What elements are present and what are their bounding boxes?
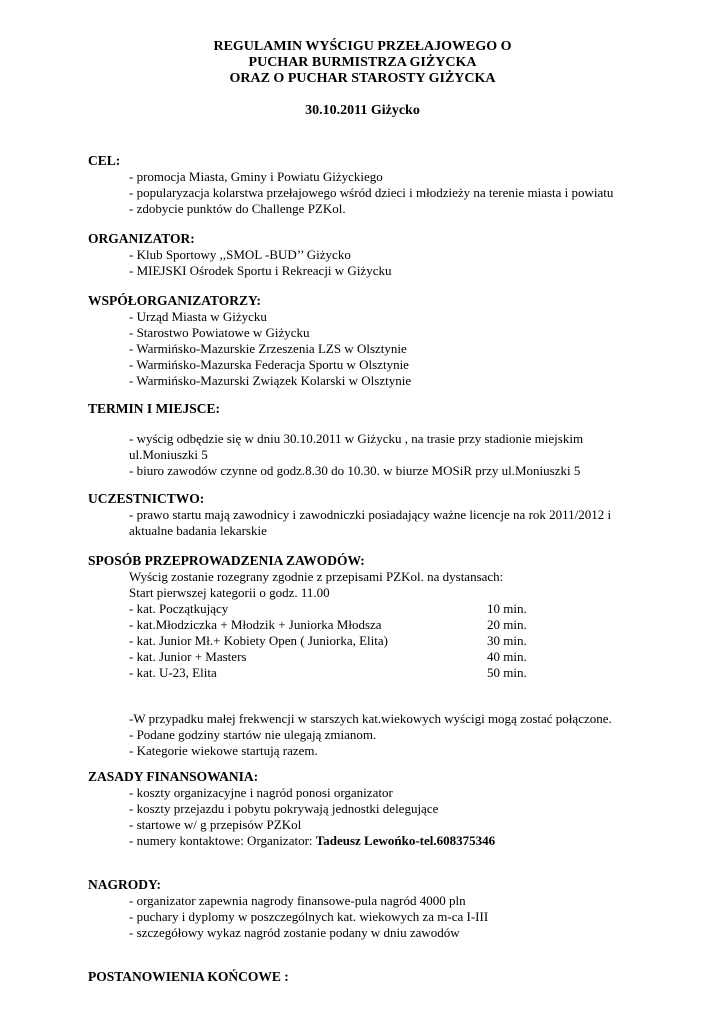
list-item: - MIEJSKI Ośrodek Sportu i Rekreacji w Giżycku <box>129 263 392 278</box>
event-date: 30.10.2011 Giżycko <box>305 103 420 118</box>
section-nagrody <box>88 877 648 941</box>
list-item: - prawo startu mają zawodnicy i zawodniczki posiadający ważne licencje na rok 2011/2012 i aktualne badania lekarskie <box>129 507 612 538</box>
section-heading: CEL: <box>88 153 121 168</box>
list-item: - szczegółowy wykaz nagród zostanie podany w dniu zawodów <box>129 925 460 940</box>
list-item: - startowe w/ g przepisów PZKol <box>129 817 302 832</box>
section-heading: ORGANIZATOR: <box>88 231 195 246</box>
section-heading: UCZESTNICTWO: <box>88 491 205 506</box>
list-item: - Warmińsko-Mazurski Związek Kolarski w Olsztynie <box>129 373 412 388</box>
contact-prefix: - numery kontaktowe: Organizator: <box>129 833 316 848</box>
section-heading: TERMIN I MIEJSCE: <box>88 401 221 416</box>
section-heading: NAGRODY: <box>88 877 162 892</box>
section-heading: SPOSÓB PRZEPROWADZENIA ZAWODÓW: <box>88 553 365 568</box>
list-item: - Warmińsko-Mazurskie Zrzeszenia LZS w Olsztynie <box>129 341 407 356</box>
category-name: - kat. Junior Mł.+ Kobiety Open ( Juniorka, Elita) <box>129 633 388 648</box>
category-duration: 10 min. <box>487 601 527 616</box>
list-item: - koszty organizacyjne i nagród ponosi organizator <box>129 785 393 800</box>
title-line-3: ORAZ O PUCHAR STAROSTY GIŻYCKA <box>229 71 496 86</box>
note-item: -W przypadku małej frekwencji w starszych kat.wiekowych wyścigi mogą zostać połączone. <box>129 711 612 726</box>
list-item: - popularyzacja kolarstwa przełajowego wśród dzieci i młodzieży na terenie miasta i powiatu <box>129 185 614 200</box>
section-uczestnictwo <box>88 491 648 539</box>
category-row <box>129 601 648 617</box>
intro-text: Start pierwszej kategorii o godz. 11.00 <box>129 585 330 600</box>
section-wspolorganizatorzy <box>88 293 648 389</box>
list-item: - puchary i dyplomy w poszczególnych kat. wiekowych za m-ca I-III <box>129 909 489 924</box>
category-duration: 20 min. <box>487 617 527 632</box>
category-name: - kat. Początkujący <box>129 601 229 616</box>
category-name: - kat.Młodziczka + Młodzik + Juniorka Młodsza <box>129 617 382 632</box>
category-row <box>129 649 648 665</box>
category-row <box>129 665 648 681</box>
section-heading: ZASADY FINANSOWANIA: <box>88 769 259 784</box>
contact-line <box>129 833 648 849</box>
category-name: - kat. U-23, Elita <box>129 665 217 680</box>
category-duration: 30 min. <box>487 633 527 648</box>
section-postanowienia <box>88 969 648 985</box>
category-row <box>129 617 648 633</box>
section-finansowanie <box>88 769 648 849</box>
section-termin <box>88 401 648 479</box>
list-item: - biuro zawodów czynne od godz.8.30 do 10.30. w biurze MOSiR przy ul.Moniuszki 5 <box>129 463 581 478</box>
category-duration: 50 min. <box>487 665 527 680</box>
category-row <box>129 633 648 649</box>
title-line-1: REGULAMIN WYŚCIGU PRZEŁAJOWEGO O <box>213 39 512 54</box>
list-item: - zdobycie punktów do Challenge PZKol. <box>129 201 346 216</box>
list-item: - Starostwo Powiatowe w Giżycku <box>129 325 310 340</box>
list-item: - Warmińsko-Mazurska Federacja Sportu w Olsztynie <box>129 357 409 372</box>
section-sposob <box>88 553 648 759</box>
list-item: - Urząd Miasta w Giżycku <box>129 309 267 324</box>
list-item: - wyścig odbędzie się w dniu 30.10.2011 w Giżycku , na trasie przy stadionie miejskim ul.Moniuszki 5 <box>129 431 584 462</box>
section-cel <box>88 153 648 217</box>
category-duration: 40 min. <box>487 649 527 664</box>
section-heading: POSTANOWIENIA KOŃCOWE : <box>88 969 289 984</box>
list-item: - organizator zapewnia nagrody finansowe-pula nagród 4000 pln <box>129 893 466 908</box>
intro-text: Wyścig zostanie rozegrany zgodnie z przepisami PZKol. na dystansach: <box>129 569 504 584</box>
category-name: - kat. Junior + Masters <box>129 649 247 664</box>
list-item: - Klub Sportowy ,,SMOL -BUD’’ Giżycko <box>129 247 351 262</box>
section-heading: WSPÓŁORGANIZATORZY: <box>88 293 262 308</box>
section-organizator <box>88 231 648 279</box>
list-item: - promocja Miasta, Gminy i Powiatu Giżyckiego <box>129 169 383 184</box>
note-item: - Kategorie wiekowe startują razem. <box>129 743 318 758</box>
list-item: - koszty przejazdu i pobytu pokrywają jednostki delegujące <box>129 801 439 816</box>
title-line-2: PUCHAR BURMISTRZA GIŻYCKA <box>248 55 477 70</box>
contact-name-phone: Tadeusz Lewońko-tel.608375346 <box>315 833 496 848</box>
note-item: - Podane godziny startów nie ulegają zmianom. <box>129 727 377 742</box>
